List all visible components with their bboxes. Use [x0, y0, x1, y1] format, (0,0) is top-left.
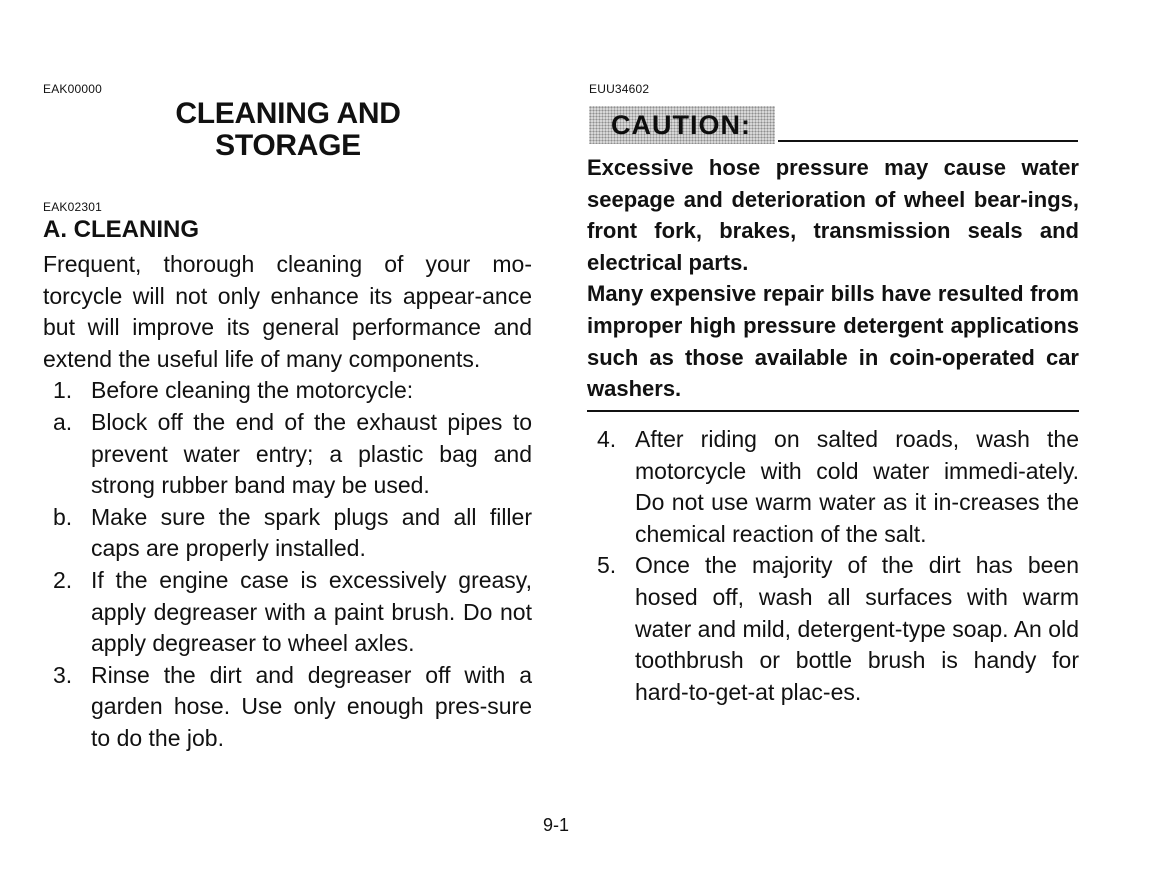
- step-number: a.: [53, 408, 73, 435]
- step-item: [587, 424, 1079, 550]
- caution-body: [587, 152, 1079, 405]
- page-title-line1: CLEANING AND: [175, 97, 401, 130]
- caution-label: CAUTION:: [611, 110, 751, 140]
- page-number: 9-1: [543, 815, 570, 835]
- step-text: Block off the end of the exhaust pipes to prevent water entry; a plastic bag and strong rubber band may be used.: [91, 408, 532, 499]
- step-item: [43, 502, 532, 565]
- step-number: 2.: [53, 566, 73, 593]
- step-item: [587, 550, 1079, 708]
- step-text: Make sure the spark plugs and all filler caps are properly installed.: [91, 503, 532, 562]
- cleaning-body: [43, 249, 532, 755]
- step-item: [43, 407, 532, 502]
- step-text: After riding on salted roads, wash the motorcycle with cold water immedi-ately. Do not use warm water as it in-creases the chemical reaction of the salt.: [635, 426, 1079, 547]
- step-number: 4.: [597, 426, 617, 452]
- step-number: 1.: [53, 377, 73, 404]
- step-number: b.: [53, 503, 73, 530]
- step-text: Once the majority of the dirt has been hosed off, wash all surfaces with warm water and mild, detergent-type soap. An old toothbrush or bottle brush is handy for hard-to-get-at plac-es.: [635, 552, 1079, 705]
- caution-paragraph: Excessive hose pressure may cause water seepage and deterioration of wheel bear-ings, front fork, brakes, transmission seals and electrical parts.: [587, 155, 1079, 275]
- caution-paragraph: Many expensive repair bills have resulted from improper high pressure detergent applications such as those available in coin-operated car washers.: [587, 281, 1079, 402]
- step-text: If the engine case is excessively greasy, apply degreaser with a paint brush. Do not apply degreaser to wheel axles.: [91, 566, 532, 657]
- step-item: [43, 375, 532, 407]
- caution-end-divider: [587, 410, 1079, 412]
- section-heading: A. CLEANING: [43, 216, 199, 243]
- caution-divider: [778, 140, 1078, 142]
- step-number: 5.: [597, 552, 617, 579]
- cleaning-body-continued: [587, 424, 1079, 708]
- section-code-caution: EUU34602: [589, 82, 650, 96]
- step-text: Rinse the dirt and degreaser off with a garden hose. Use only enough pres-sure to do the job.: [91, 661, 532, 751]
- step-number: 3.: [53, 661, 73, 688]
- step-item: [43, 660, 532, 755]
- section-code-top: EAK00000: [43, 82, 102, 96]
- intro-paragraph: Frequent, thorough cleaning of your mo-torcycle will not only enhance its appear-ance but will improve its general performance and extend the useful life of many components.: [43, 251, 532, 372]
- page-title: [150, 98, 426, 162]
- step-item: [43, 565, 532, 660]
- step-text: Before cleaning the motorcycle:: [91, 377, 414, 404]
- page-title-line2: STORAGE: [215, 129, 361, 162]
- section-code-cleaning: EAK02301: [43, 200, 102, 214]
